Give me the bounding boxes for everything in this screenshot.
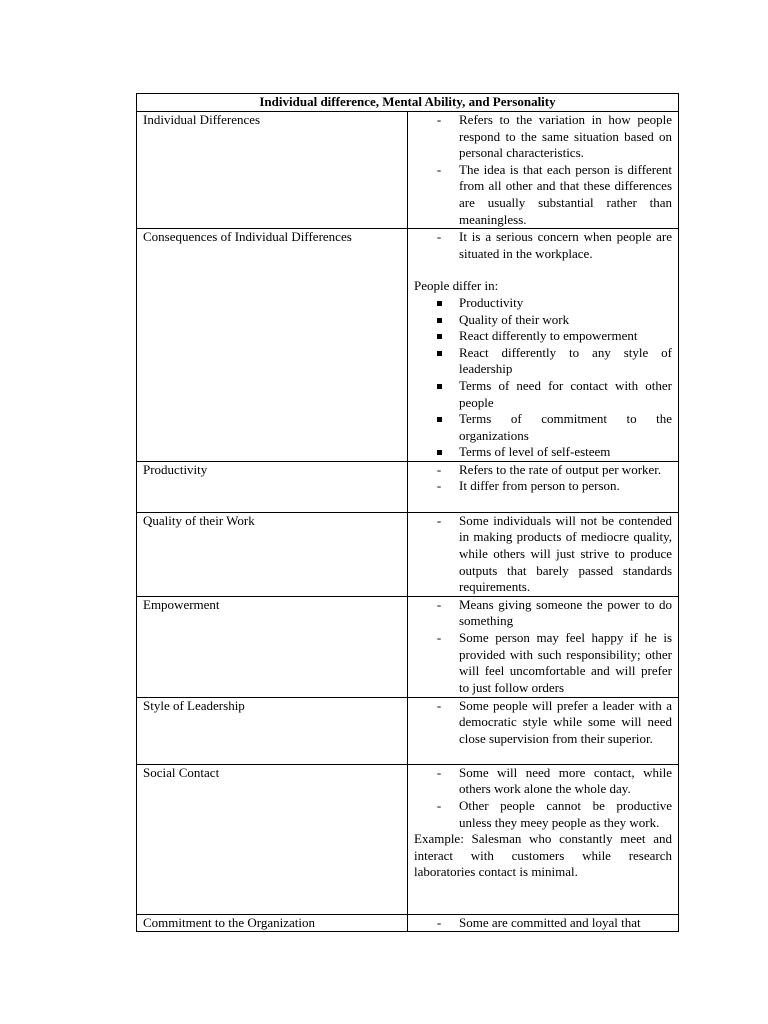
dash-list [414,112,672,228]
description-cell [408,596,679,697]
term-cell: Individual Differences [137,112,408,229]
dash-list [414,597,672,697]
list-item: - Some will need more contact, while others work alone the whole day. [414,765,672,798]
dash-marker: - [436,596,442,612]
table-row [137,112,679,229]
list-item: Quality of their work [414,312,672,329]
square-bullet-icon [437,417,442,422]
description-cell [408,512,679,596]
dash-list [414,765,672,831]
dash-marker: - [436,914,442,930]
dash-marker: - [436,512,442,528]
list-item: - Refers to the variation in how people respond to the same situation based on personal characteristics. [414,112,672,162]
table-row [137,914,679,932]
term-cell: Empowerment [137,596,408,697]
list-item: Terms of commitment to the organizations [414,411,672,444]
list-item: - Refers to the rate of output per worker. [414,462,672,479]
square-bullet-icon [437,384,442,389]
dash-marker: - [436,630,442,646]
dash-marker: - [436,112,442,127]
description-cell [408,229,679,462]
table-title: Individual difference, Mental Ability, and Personality [137,94,679,112]
dash-list [414,513,672,596]
list-item: - The idea is that each person is different from all other and that these differences are usually substantial rather than meaningless. [414,162,672,228]
list-item: React differently to empowerment [414,328,672,345]
description-cell [408,461,679,512]
description-cell [408,697,679,764]
dash-marker: - [436,161,442,177]
table-row [137,764,679,914]
list-item: - Some are committed and loyal that [414,915,672,932]
square-bullet-icon [437,334,442,339]
square-list [414,295,672,461]
term-cell: Quality of their Work [137,512,408,596]
list-item: - It is a serious concern when people are situated in the workplace. [414,229,672,262]
list-item: - Other people cannot be productive unless they meey people as they work. [414,798,672,831]
table-row [137,229,679,462]
list-item: React differently to any style of leadership [414,345,672,378]
list-item: Terms of need for contact with other people [414,378,672,411]
description-cell [408,914,679,932]
list-item: - Some person may feel happy if he is provided with such responsibility; other will feel uncomfortable and will prefer to just follow orders [414,630,672,696]
square-bullet-icon [437,301,442,306]
table-row [137,596,679,697]
dash-list [414,229,672,262]
list-intro: People differ in: [414,278,499,294]
dash-list [414,462,672,495]
term-cell: Productivity [137,461,408,512]
description-cell [408,764,679,914]
term-cell: Commitment to the Organization [137,914,408,932]
dash-marker: - [436,461,442,477]
list-item: - Some individuals will not be contended in making products of mediocre quality, while others will just strive to produce outputs that barely passed standards requirements. [414,513,672,596]
list-item: - Means giving someone the power to do something [414,597,672,630]
dash-list [414,915,672,932]
square-bullet-icon [437,318,442,323]
term-cell: Style of Leadership [137,697,408,764]
dash-marker: - [436,229,442,245]
list-item: Terms of level of self-esteem [414,444,672,461]
table-row [137,461,679,512]
dash-marker: - [436,478,442,494]
dash-marker: - [436,697,442,713]
table-row [137,697,679,764]
dash-marker: - [436,798,442,814]
content-table [136,93,679,932]
list-item: Productivity [414,295,672,312]
square-bullet-icon [437,450,442,455]
term-cell: Social Contact [137,764,408,914]
table-row [137,512,679,596]
square-bullet-icon [437,351,442,356]
term-cell: Consequences of Individual Differences [137,229,408,462]
dash-marker: - [436,764,442,780]
dash-list [414,698,672,748]
list-item: - It differ from person to person. [414,478,672,495]
example-text: Example: Salesman who constantly meet and interact with customers while research laboratories contact is minimal. [414,831,673,880]
list-item: - Some people will prefer a leader with a democratic style while some will need close supervision from their superior. [414,698,672,748]
table-header-row [137,94,679,112]
description-cell [408,112,679,229]
